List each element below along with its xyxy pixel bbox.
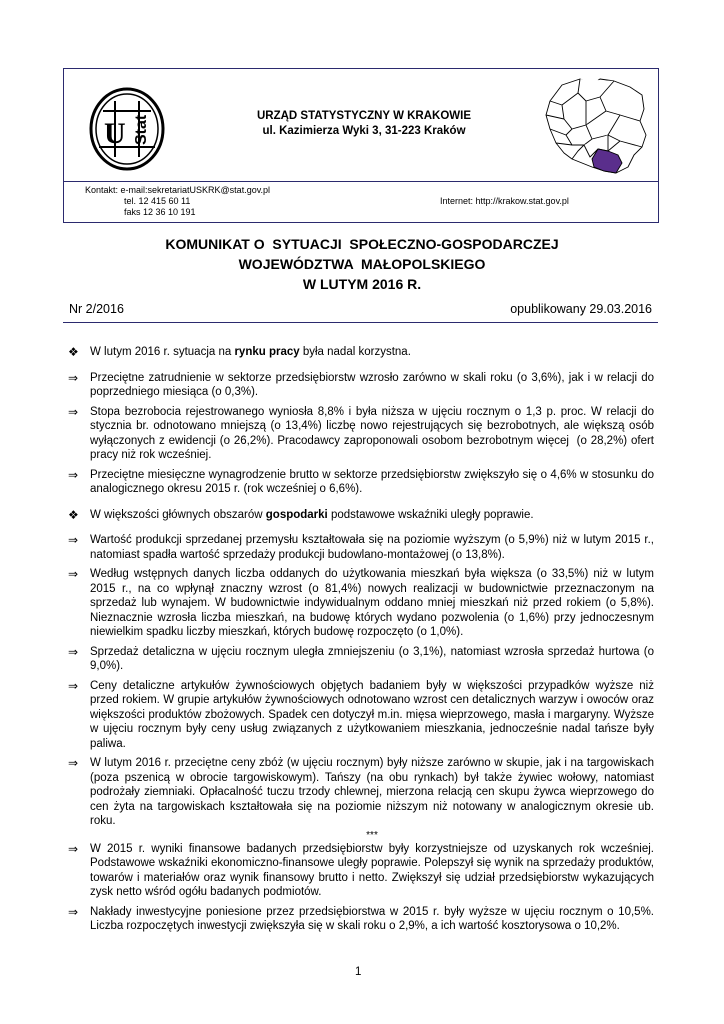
arrow-bullet-icon: ⇒	[68, 567, 79, 581]
detail-item: ⇒ Ceny detaliczne artykułów żywnościowych objętych badaniem były w większości przypadków wyższe niż przed rokiem. W grupie artykułów żywnościowych odnotowano wzrost cen detalicznych warzyw i owoców oraz większości produktów zbożowych. Spadek cen dotyczył m.in. mięsa wieprzowego, masła i margaryny. Wyższe w ujęciu rocznym były ceny usług związanych z użytkowaniem mieszkania, jednocześnie nadal tańsze były paliwa.	[68, 678, 654, 750]
summary-item: ❖ W większości głównych obszarów gospodarki podstawowe wskaźniki uległy poprawie.	[68, 507, 534, 522]
arrow-bullet-icon: ⇒	[68, 756, 79, 770]
detail-item: ⇒ W lutym 2016 r. przeciętne ceny zbóż (w ujęciu rocznym) były niższe zarówno w skupie, jak i na targowiskach (poza pszenicą w obrocie targowiskowym). Tańszy (na obu rynkach) był także żywiec wołowy, natomiast podrożały ziemniaki. Opłacalność tuczu trzody chlewnej, mierzona relacją cen skupu żywca wieprzowego do cen żyta na targowiskach kształtowała się na poziomie niższym niż notowany w analogicznym okresie ub. roku.	[68, 756, 654, 827]
svg-text:U: U	[104, 117, 126, 150]
detail-item: ⇒ Nakłady inwestycyjne poniesione przez przedsiębiorstwa w 2015 r. były wyższe w ujęciu rocznym o 10,5%. Liczba rozpoczętych inwestycji zwiększyła się w skali roku o 2,9%, a ich wartość kosztorysowa o 10,2%.	[68, 904, 654, 932]
contact-email: Kontakt: e-mail:sekretariatUSKRK@stat.gov.pl	[85, 185, 271, 195]
report-title	[62, 234, 662, 294]
title-line-2: WOJEWÓDZTWA MAŁOPOLSKIEGO	[238, 256, 486, 272]
diamond-bullet-icon: ❖	[68, 507, 79, 522]
ustat-logo	[89, 87, 165, 171]
institution-address: ul. Kazimierza Wyki 3, 31-223 Kraków	[262, 125, 466, 137]
detail-item: ⇒ W 2015 r. wyniki finansowe badanych przedsiębiorstw były korzystniejsze od uzyskanych rok wcześniej. Podstawowe wskaźniki ekonomiczno-finansowe uległy poprawie. Polepszył się wynik na sprzedaży produktów, towarów i materiałów oraz wynik finansowy brutto i netto. Zwiększył się udział przedsiębiorstw wykazujących zysk netto wśród ogółu badanych podmiotów.	[68, 841, 654, 898]
poland-voivodeship-map-icon	[542, 75, 650, 178]
arrow-bullet-icon: ⇒	[68, 904, 79, 919]
arrow-bullet-icon: ⇒	[68, 644, 79, 659]
svg-text:Stat: Stat	[133, 114, 150, 145]
contact-internet: Internet: http://krakow.stat.gov.pl	[440, 196, 569, 206]
title-line-1: KOMUNIKAT O SYTUACJI SPOŁECZNO-GOSPODARCZEJ	[165, 236, 559, 252]
report-number: Nr 2/2016	[69, 302, 124, 316]
arrow-bullet-icon: ⇒	[68, 404, 79, 419]
detail-item: ⇒ Wartość produkcji sprzedanej przemysłu kształtowała się na poziomie wyższym (o 5,9%) niż w lutym 2015 r., natomiast spadła wartość sprzedaży produkcji budowlano-montażowej (o 13,8%).	[68, 533, 654, 561]
page-number: 1	[355, 966, 362, 978]
title-rule	[63, 322, 658, 323]
arrow-bullet-icon: ⇒	[68, 841, 79, 856]
contact-fax: faks 12 36 10 191	[124, 207, 196, 217]
detail-item: ⇒ Według wstępnych danych liczba oddanych do użytkowania mieszkań była większa (o 33,5%) niż w lutym 2015 r., na co wpłynął znaczny wzrost (o 81,4%) nowych realizacji w budownictwie przeznaczonym na sprzedaż lub wynajem. W budownictwie indywidualnym oddano mniej mieszkań niż przed rokiem (o 5,8%). Nieznacznie wzrosła liczba mieszkań, na budowę których wydano pozwolenia (o 1,6%) przy jednoczesnym niewielkim spadku liczby mieszkań, których budowę rozpoczęto (o 1,0%).	[68, 567, 654, 638]
content	[68, 345, 658, 939]
arrow-bullet-icon: ⇒	[68, 678, 79, 693]
institution-name: URZĄD STATYSTYCZNY W KRAKOWIE	[256, 110, 472, 122]
contact-phone: tel. 12 415 60 11	[124, 196, 191, 206]
publication-date: opublikowany 29.03.2016	[510, 302, 652, 316]
arrow-bullet-icon: ⇒	[68, 467, 79, 482]
institution-block	[194, 109, 534, 139]
contact-box	[63, 181, 659, 223]
summary-item: ❖ W lutym 2016 r. sytuacja na rynku pracy była nadal korzystna.	[68, 345, 411, 359]
diamond-bullet-icon: ❖	[68, 345, 79, 359]
detail-item: ⇒ Przeciętne miesięczne wynagrodzenie brutto w sektorze przedsiębiorstw zwiększyło się o 4,6% w stosunku do analogicznego okresu 2015 r. (rok wcześniej o 6,6%).	[68, 467, 654, 495]
section-separator: ***	[366, 829, 378, 841]
title-line-3: W LUTYM 2016 R.	[302, 276, 422, 292]
header-box	[63, 68, 659, 182]
detail-item: ⇒ Przeciętne zatrudnienie w sektorze przedsiębiorstw wzrosło zarówno w skali roku (o 3,6%), jak i w relacji do poprzedniego miesiąca (o 0,3%).	[68, 370, 654, 398]
detail-item: ⇒ Sprzedaż detaliczna w ujęciu rocznym uległa zmniejszeniu (o 3,1%), natomiast wzrosła sprzedaż hurtowa (o 9,0%).	[68, 644, 654, 672]
arrow-bullet-icon: ⇒	[68, 370, 79, 385]
detail-item: ⇒ Stopa bezrobocia rejestrowanego wyniosła 8,8% i była niższa w ujęciu rocznym o 1,3 p. proc. W relacji do stycznia br. odnotowano mniejszą (o 13,4%) liczbę nowo rejestrujących się bezrobotnych, ale większą osób wyłączonych z ewidencji (o 26,2%). Pracodawcy zaproponowali osobom bezrobotnym więcej (o 28,2%) ofert pracy niż rok wcześniej.	[68, 404, 658, 461]
arrow-bullet-icon: ⇒	[68, 533, 79, 547]
